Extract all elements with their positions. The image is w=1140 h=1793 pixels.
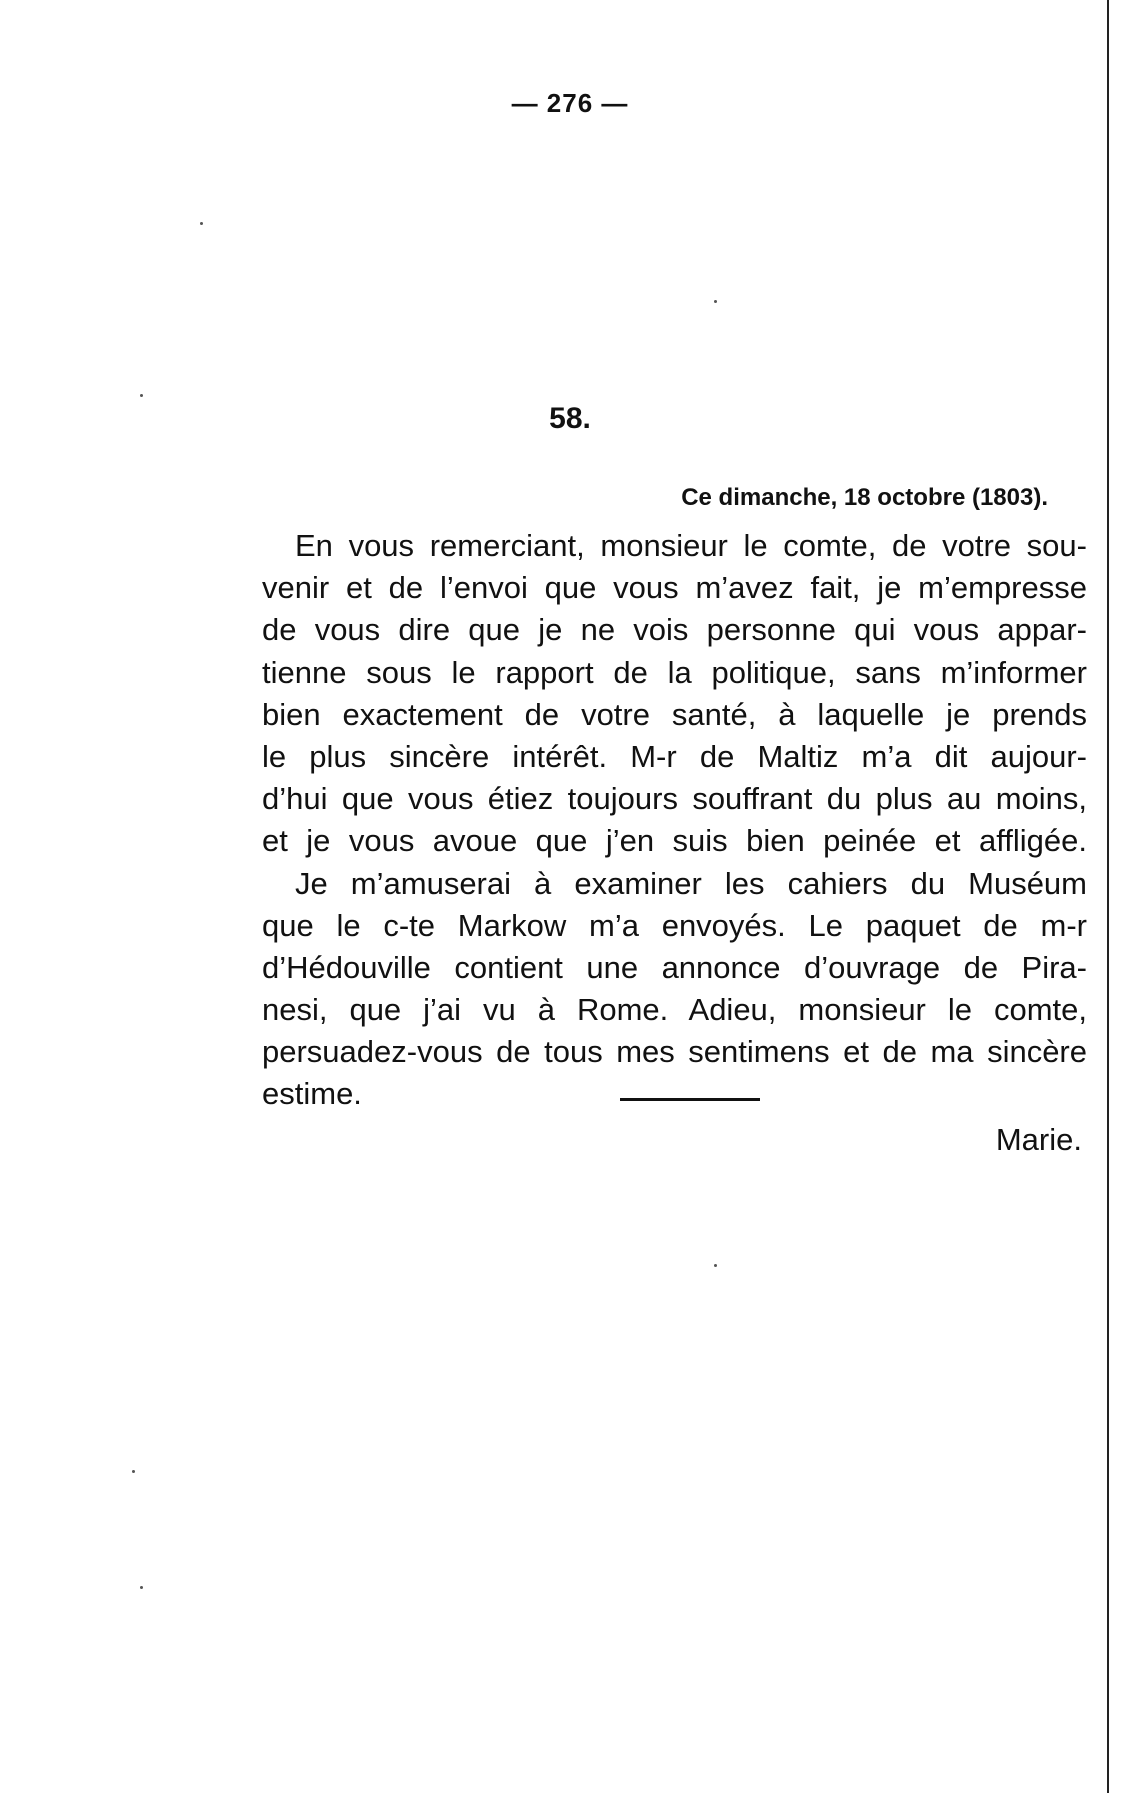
letter-line: venir et de l’envoi que vous m’avez fait, je m’empresse [262,570,1087,606]
scan-edge [1107,0,1109,1793]
letter-signature: Marie. [995,1122,1082,1157]
letter-line: d’Hédouville contient une annonce d’ouvrage de Pira- [262,949,1087,985]
scan-speck [714,1264,717,1267]
letter-body [262,525,1087,1116]
page-number: — 276 — [511,88,629,118]
scan-speck [714,300,717,303]
letter-line: persuadez-vous de tous mes sentimens et de ma sincère [262,1034,1087,1070]
letter-line: En vous remerciant, monsieur le comte, de votre sou- [295,528,1087,563]
scan-speck [200,222,203,225]
letter-line: le plus sincère intérêt. M-r de Maltiz m’a dit aujour- [262,738,1087,774]
scan-speck [132,1470,135,1473]
letter-number: 58. [549,402,591,435]
letter-line: et je vous avoue que j’en suis bien peinée et affligée. [262,823,1087,859]
letter-line: estime. [262,1076,362,1112]
letter-dateline: Ce dimanche, 18 octobre (1803). [681,484,1048,511]
letter-line: bien exactement de votre santé, à laquelle je prends [262,696,1087,732]
letter-line: que le c-te Markow m’a envoyés. Le paquet de m-r [262,907,1087,943]
letter-line: tienne sous le rapport de la politique, sans m’informer [262,654,1087,690]
letter-line: Je m’amuserai à examiner les cahiers du Muséum [295,865,1087,901]
letter-line: nesi, que j’ai vu à Rome. Adieu, monsieur le comte, [262,992,1087,1028]
scan-speck [140,1586,143,1589]
letter-line: d’hui que vous étiez toujours souffrant du plus au moins, [262,781,1087,817]
letter-line: de vous dire que je ne vois personne qui vous appar- [262,612,1087,648]
end-rule [620,1098,760,1101]
scan-speck [140,394,143,397]
